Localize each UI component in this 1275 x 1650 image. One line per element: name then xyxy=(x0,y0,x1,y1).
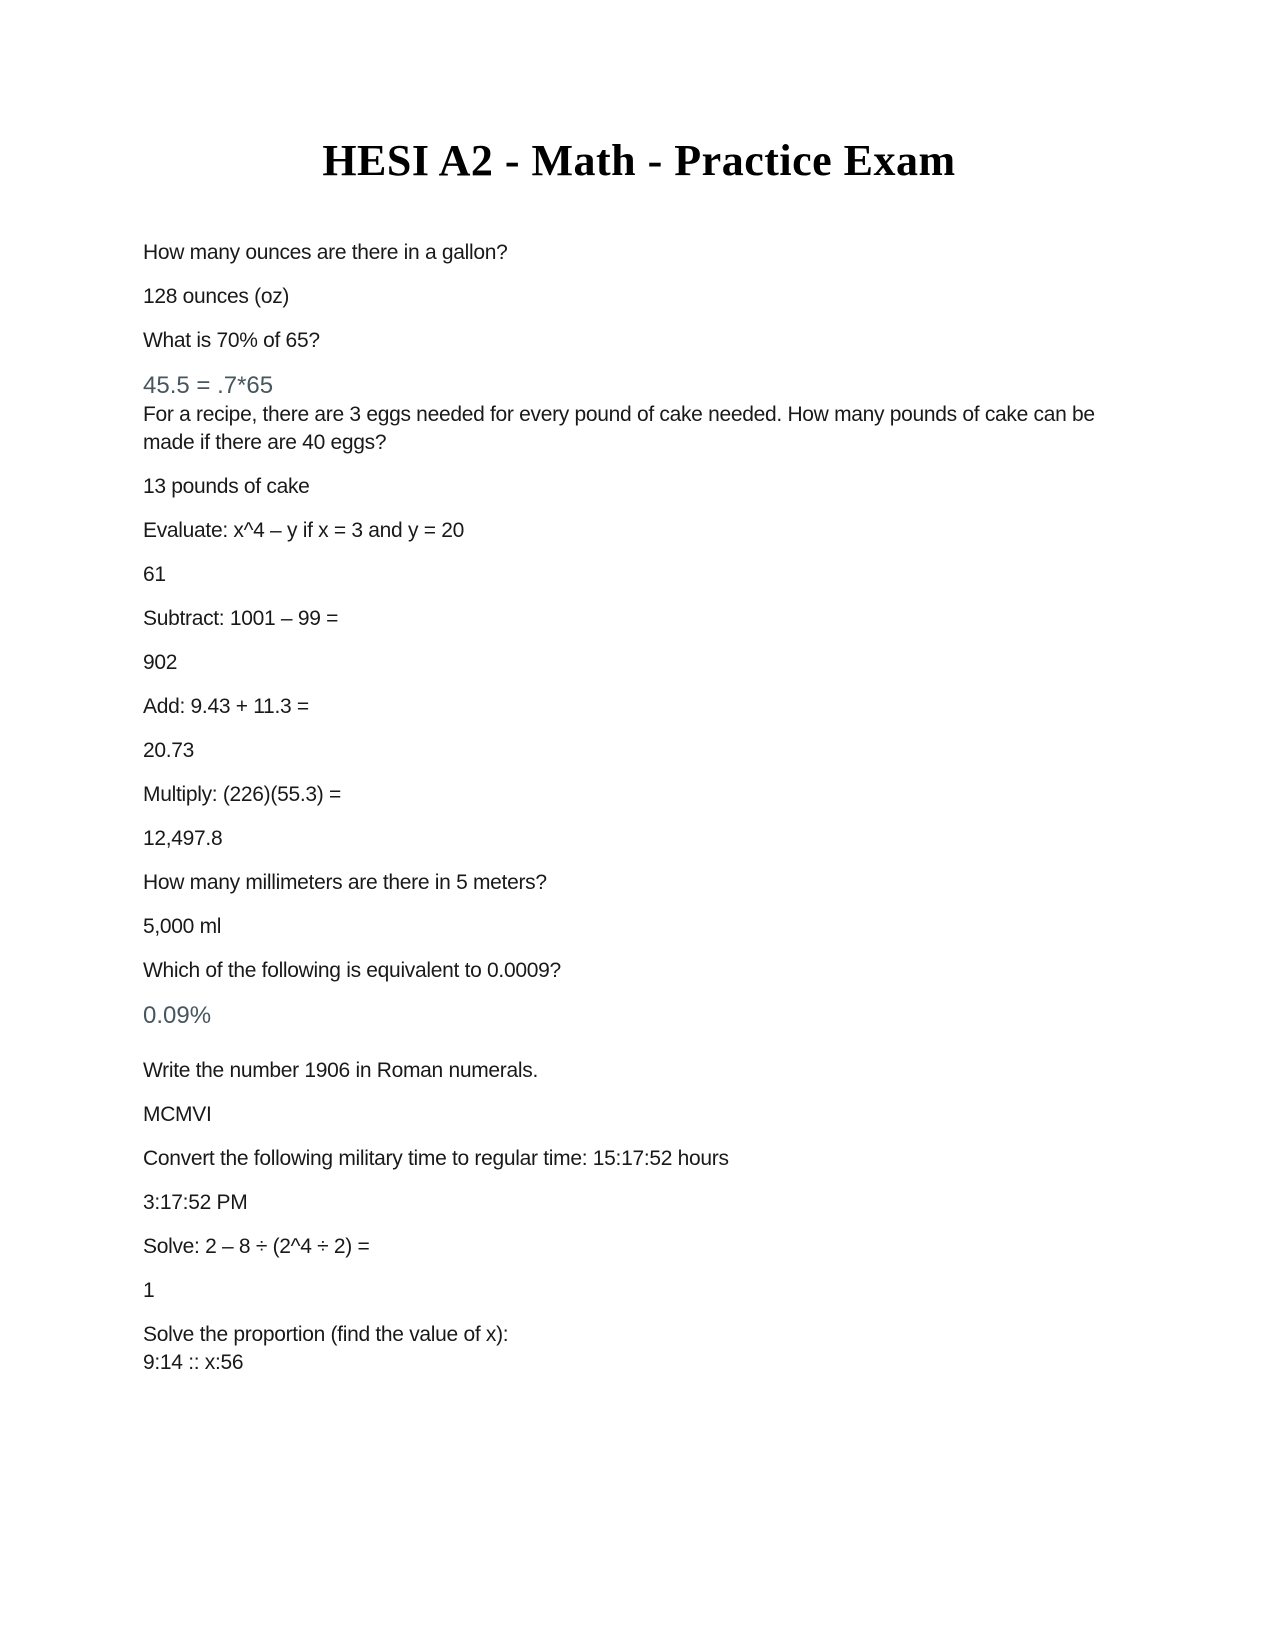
question-text xyxy=(143,781,1135,809)
text-line: 3:17:52 PM xyxy=(143,1190,248,1214)
text-line: 13 pounds of cake xyxy=(143,474,310,498)
highlight-answer-text xyxy=(143,1001,1135,1031)
text-line: Write the number 1906 in Roman numerals. xyxy=(143,1058,538,1082)
answer-text xyxy=(143,473,1135,501)
text-line: 12,497.8 xyxy=(143,826,223,850)
answer-text xyxy=(143,649,1135,677)
answer-text xyxy=(143,737,1135,765)
answer-text xyxy=(143,913,1135,941)
spacer xyxy=(143,1031,1135,1057)
answer-text xyxy=(143,1277,1135,1305)
text-line: 45.5 = .7*65 xyxy=(143,371,274,399)
question-text xyxy=(143,869,1135,897)
question-text xyxy=(143,239,1135,267)
text-line: Which of the following is equivalent to 0.0009? xyxy=(143,958,561,982)
text-line: Subtract: 1001 – 99 = xyxy=(143,606,339,630)
text-line: 5,000 ml xyxy=(143,914,222,938)
document-body xyxy=(143,239,1135,1377)
text-line: How many millimeters are there in 5 meters? xyxy=(143,870,547,894)
highlight-answer-text xyxy=(143,371,1135,401)
question-text xyxy=(143,1233,1135,1261)
question-text xyxy=(143,327,1135,355)
text-line: Evaluate: x^4 – y if x = 3 and y = 20 xyxy=(143,518,464,542)
text-line: 902 xyxy=(143,650,178,674)
text-line: MCMVI xyxy=(143,1102,212,1126)
answer-text xyxy=(143,283,1135,311)
question-text xyxy=(143,693,1135,721)
text-line: 0.09% xyxy=(143,1001,212,1029)
text-line: 9:14 :: x:56 xyxy=(143,1350,244,1374)
text-line: How many ounces are there in a gallon? xyxy=(143,240,508,264)
text-line: Multiply: (226)(55.3) = xyxy=(143,782,341,806)
question-text xyxy=(143,605,1135,633)
answer-text xyxy=(143,561,1135,589)
text-line: 61 xyxy=(143,562,166,586)
text-line: Solve the proportion (find the value of x): xyxy=(143,1322,509,1346)
text-line: 1 xyxy=(143,1278,155,1302)
answer-text xyxy=(143,825,1135,853)
answer-text xyxy=(143,1189,1135,1217)
question-text xyxy=(143,1057,1135,1085)
question-text xyxy=(143,957,1135,985)
text-line: Add: 9.43 + 11.3 = xyxy=(143,694,309,718)
question-text xyxy=(143,1145,1135,1173)
question-text xyxy=(143,517,1135,545)
answer-text xyxy=(143,1101,1135,1129)
text-line: What is 70% of 65? xyxy=(143,328,320,352)
text-line: Convert the following military time to regular time: 15:17:52 hours xyxy=(143,1146,729,1170)
question-text xyxy=(143,1321,1135,1377)
text-line: 128 ounces (oz) xyxy=(143,284,290,308)
document-title: HESI A2 - Math - Practice Exam xyxy=(322,136,956,185)
text-line: 20.73 xyxy=(143,738,195,762)
text-line: For a recipe, there are 3 eggs needed for every pound of cake needed. How many pounds of cake can be made if there are 40 eggs? xyxy=(143,402,1095,454)
question-text xyxy=(143,401,1135,457)
text-line: Solve: 2 – 8 ÷ (2^4 ÷ 2) = xyxy=(143,1234,370,1258)
